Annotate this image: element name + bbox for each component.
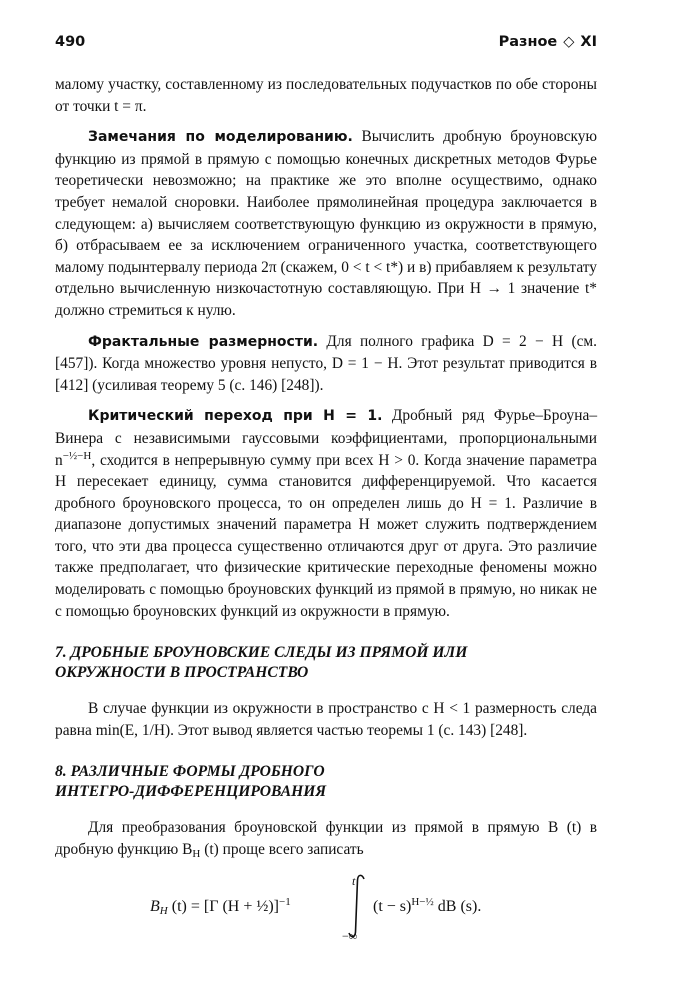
paragraph-fractal-dimensions: [55, 331, 597, 397]
runin-heading-fractal: Фрактальные размерности.: [88, 333, 319, 350]
section-8-heading-line1: 8. РАЗЛИЧНЫЕ ФОРМЫ ДРОБНОГО: [55, 763, 325, 781]
runin-heading-critical: Критический переход при H = 1.: [88, 408, 383, 425]
exponent: −½−H: [62, 449, 92, 462]
formula-rhs-main: (t − s): [373, 897, 412, 915]
formula-lhs-arg: (t) = [Γ (H + ½)]: [167, 897, 279, 915]
integral-lower-limit: −∞: [342, 928, 358, 943]
formula-lhs-sub: H: [159, 904, 168, 917]
display-formula: [55, 871, 597, 943]
running-header: [55, 34, 597, 56]
section-name: Разное: [498, 34, 558, 50]
section-7-heading: [55, 643, 597, 683]
runin-heading-modeling: Замечания по моделированию.: [88, 129, 353, 146]
paragraph-continuation: малому участку, составленному из последовательных подучастков по обе стороны от точки t = π.: [55, 76, 597, 115]
formula-rhs-exp: H−½: [411, 895, 434, 908]
page-number: 490: [55, 34, 86, 50]
section-8-text-a: Для преобразования броуновской функции из прямой в прямую B (t) в дробную функцию B: [55, 819, 597, 859]
paragraph-critical-text-b: , сходится в непрерывную сумму при всех H > 0. Когда значение параметра H пересекает единицу, сумма становится дифференцируемой. Что касается дробного броуновского процесса, то он определен лишь до H = 1. Различие в диапазоне допустимых значений параметра H может служить подтверждением того, что эти два процесса существенно отличаются друг от друга. Это различие также предполагает, что физические критические переходные феномены можно моделировать с помощью броуновских функций из прямой в прямую, но никак не с помощью броуновских функций из окружности в прямую.: [55, 451, 597, 620]
subscript: H: [192, 848, 201, 861]
paragraph-critical-transition: [55, 405, 597, 622]
section-7-heading-line2: ОКРУЖНОСТИ В ПРОСТРАНСТВО: [55, 664, 309, 682]
formula-rhs: [373, 896, 481, 918]
running-title: [499, 34, 597, 50]
page-body: [55, 74, 597, 943]
paragraph-modeling-end: должно стремиться к нулю.: [55, 301, 236, 319]
formula-lhs-exp: −1: [279, 895, 291, 908]
paragraph-modeling-remarks: [55, 126, 597, 321]
diamond-icon: ◇: [563, 34, 575, 50]
formula-rhs-end: dB (s).: [433, 897, 482, 915]
section-8-heading-line2: ИНТЕГРО-ДИФФЕРЕНЦИРОВАНИЯ: [55, 783, 327, 801]
paragraph-critical-text-a: Дробный ряд Фурье–Броуна–Винера с независимыми гауссовыми коэффициентами, пропорциональными n: [55, 407, 598, 469]
section-8-text: [55, 817, 597, 860]
section-8-heading: [55, 762, 597, 802]
formula-lhs-main: B: [150, 897, 160, 915]
section-7-heading-line1: 7. ДРОБНЫЕ БРОУНОВСКИЕ СЛЕДЫ ИЗ ПРЯМОЙ ИЛИ: [55, 644, 468, 662]
section-7-text: В случае функции из окружности в пространство с H < 1 размерность следа равна min(E, 1/H). Этот вывод является частью теоремы 1 (с. 143) [248].: [55, 700, 597, 739]
integral-upper-limit: t: [352, 873, 356, 888]
paragraph-modeling-text: Вычислить дробную броуновскую функцию из прямой в прямую с помощью конечных дискретных методов Фурье теоретически невозможно; на практике же это вполне осуществимо, однако требует немалой сноровки. Наиболее прямолинейная процедура заключается в следующем: а) вычисляем соответствующую функцию из окружности в прямую, б) отбрасываем ее за исключением ограниченного участка, соответствующего малому подынтервалу периода 2π (скажем, 0 < t < t*) и в) прибавляем к результату отдельно вычисленную низкочастотную составляющую. При H → 1 значение t*: [55, 128, 597, 298]
paragraph-fractal-text: Для полного графика D = 2 − H (см. [457]). Когда множество уровня непусто, D = 1 − H. Этот результат приводится в [412] (усиливая теорему 5 (с. 146) [248]).: [55, 332, 597, 394]
chapter-number: XI: [580, 34, 597, 50]
formula-lhs: [150, 896, 291, 918]
section-8-text-end: (t) проще всего записать: [200, 841, 364, 859]
